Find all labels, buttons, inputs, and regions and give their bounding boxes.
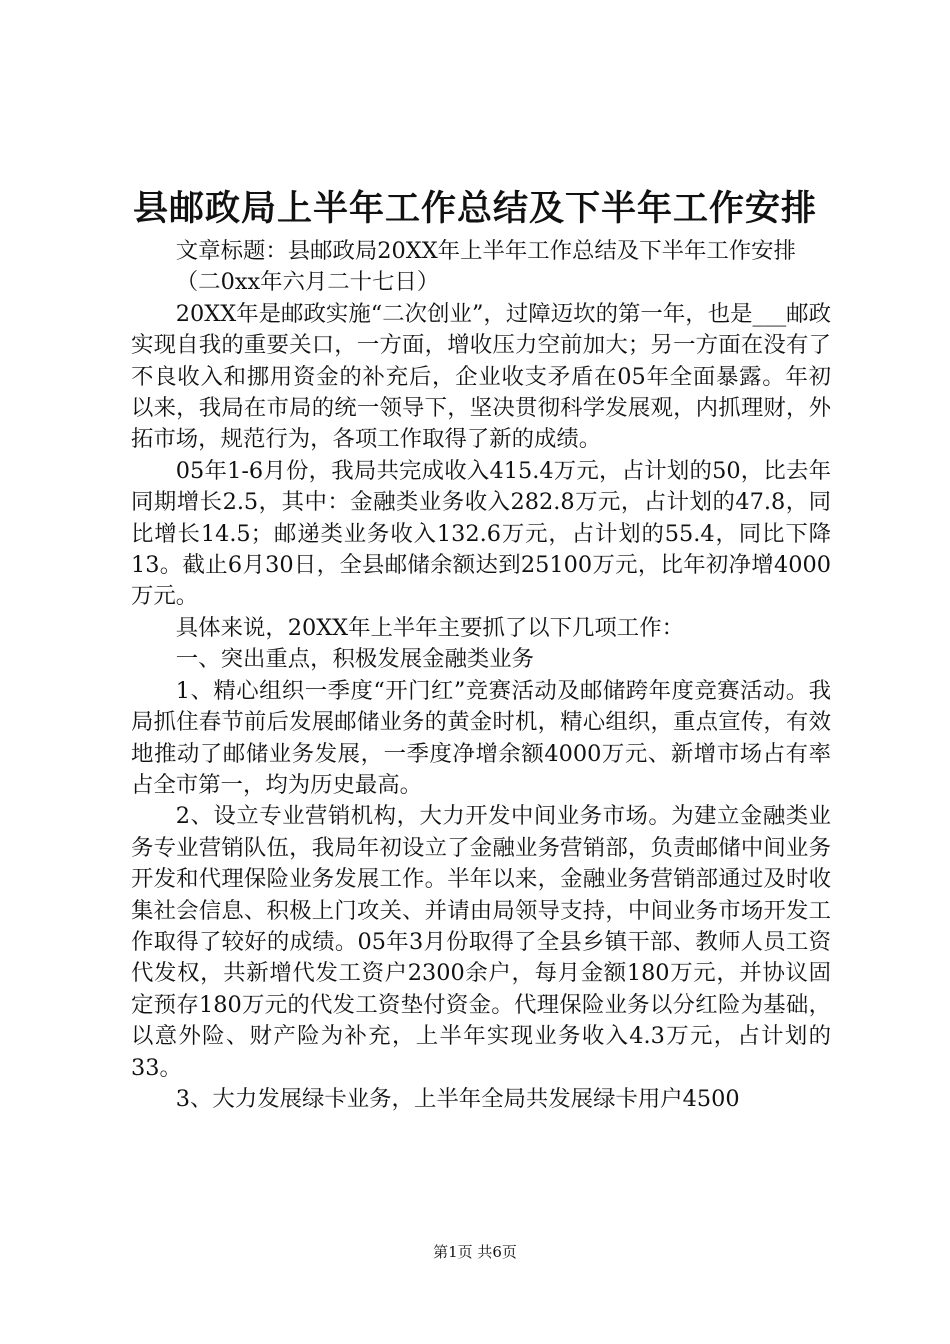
section-heading-financial: 一、突出重点，积极发展金融类业务: [175, 646, 535, 673]
paragraph-item-2: 2、设立专业营销机构，大力开发中间业务市场。为建立金融类业务专业营销队伍，我局年初设立了金融业务营销部，负责邮储中间业务开发和代理保险业务发展工作。半年以来，金融业务营销部通过及时收集社会信息、积极上门攻关、并请由局领导支持，中间业务市场开发工作取得了较好的成绩。05年3月份取得了全县乡镇干部、教师人员工资代发权，共新增代发工资户2300余户，每月金额180万元，并协议固定预存180万元的代发工资垫付资金。代理保险业务以分红险为基础，以意外险、财产险为补充，上半年实现业务收入4.3万元，占计划的33。: [131, 803, 831, 1081]
paragraph-date: （二0xx年六月二十七日）: [175, 269, 440, 296]
paragraph-article-title: 文章标题：县邮政局20XX年上半年工作总结及下半年工作安排: [175, 238, 796, 264]
paragraph-item-3: 3、大力发展绿卡业务，上半年全局共发展绿卡用户4500: [175, 1085, 740, 1112]
paragraph-revenue-summary: 05年1-6月份，我局共完成收入415.4万元，占计划的50，比去年同期增长2.5，其中：金融类业务收入282.8万元，占计划的47.8，同比增长14.5；邮递类业务收入132.6万元，占计划的55.4，同比下降13。截止6月30日，全县邮储余额达到25100万元，比年初净增4000万元。: [131, 457, 831, 610]
paragraph-work-overview: 具体来说，20XX年上半年主要抓了以下几项工作：: [175, 614, 684, 641]
paragraph-intro: 20XX年是邮政实施“二次创业”，过障迈坎的第一年，也是___邮政实现自我的重要关口，一方面，增收压力空前加大；另一方面在没有了不良收入和挪用资金的补充后，企业收支矛盾在05年全面暴露。年初以来，我局在市局的统一领导下，坚决贯彻科学发展观，内抓理财，外拓市场，规范行为，各项工作取得了新的成绩。: [131, 300, 831, 453]
document-title: 县邮政局上半年工作总结及下半年工作安排: [132, 188, 817, 229]
paragraph-item-1: 1、精心组织一季度“开门红”竞赛活动及邮储跨年度竞赛活动。我局抓住春节前后发展邮储业务的黄金时机，精心组织，重点宣传，有效地推动了邮储业务发展，一季度净增余额4000万元、新增市场占有率占全市第一，均为历史最高。: [131, 677, 831, 798]
document-body: [131, 236, 831, 1115]
page-footer: 第1页 共6页: [433, 1243, 517, 1261]
